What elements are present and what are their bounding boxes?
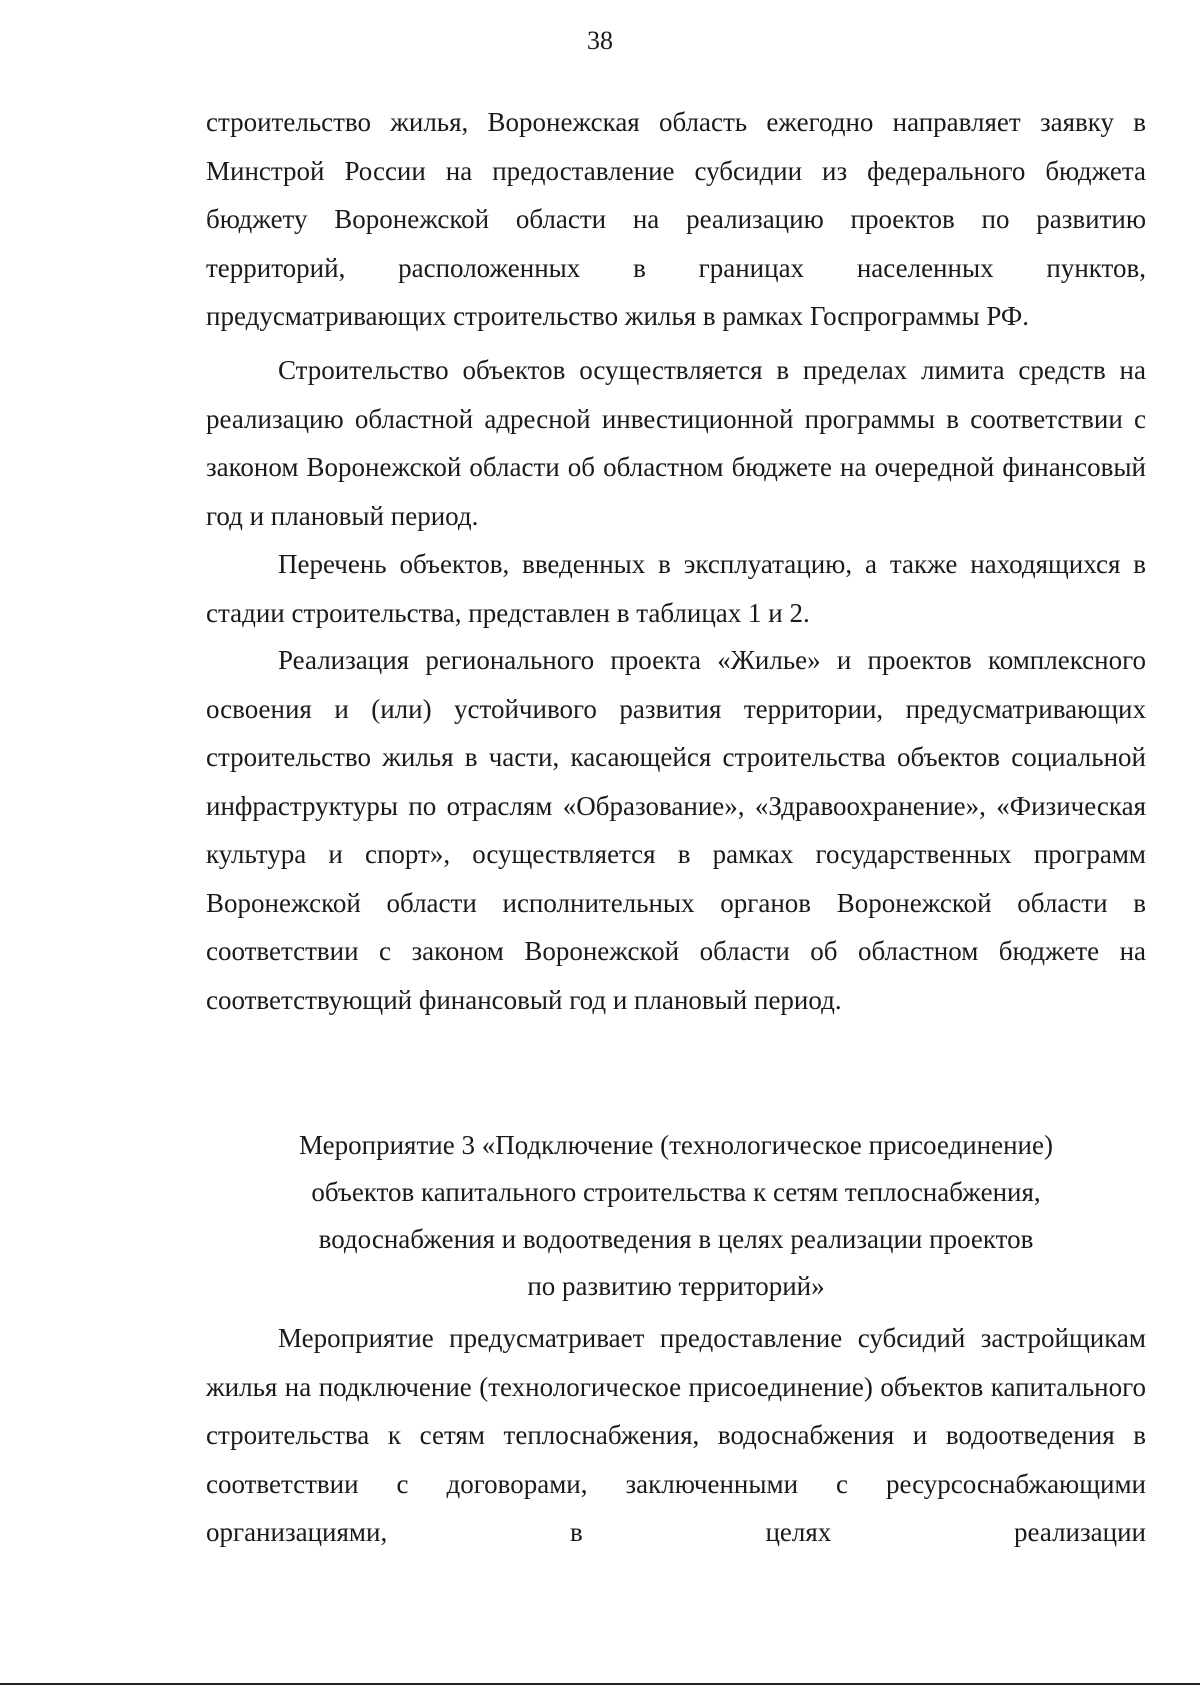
paragraph-text: Реализация регионального проекта «Жилье» и проектов комплексного освоения и (или) устойчивого развития территории, предусматривающих строительство жилья в части, касающейся строительства объектов социальной инфраструктуры по отраслям «Образование», «Здравоохранение», «Физическая культура и спорт», осуществляется в рамках государственных программ Воронежской области исполнительных органов Воронежской области в соответствии с законом Воронежской области об областном бюджете на соответствующий финансовый год и плановый период. xyxy=(206,645,1146,1015)
paragraph-text: Перечень объектов, введенных в эксплуатацию, а также находящихся в стадии строительства, представлен в таблицах 1 и 2. xyxy=(206,549,1146,628)
paragraph-measure-description xyxy=(206,1314,1146,1557)
paragraph-text: Мероприятие предусматривает предоставление субсидий застройщикам жилья на подключение (технологическое присоединение) объектов капитального строительства к сетям теплоснабжения, водоснабжения и водоотведения в соответствии с договорами, заключенными с ресурсоснабжающими организациями, в целях реализации xyxy=(206,1323,1146,1547)
paragraph-regional-project xyxy=(206,636,1146,1024)
paragraph-objects-list xyxy=(206,540,1146,637)
heading-line: водоснабжения и водоотведения в целях реализации проектов xyxy=(318,1224,1034,1254)
page-bottom-edge xyxy=(0,1683,1200,1685)
paragraph-continuation xyxy=(206,98,1146,341)
paragraph-construction-limit xyxy=(206,346,1146,540)
heading-line: Мероприятие 3 «Подключение (технологическое присоединение) xyxy=(299,1130,1053,1160)
paragraph-text: строительство жилья, Воронежская область ежегодно направляет заявку в Минстрой России на предоставление субсидии из федерального бюджета бюджету Воронежской области на реализацию проектов по развитию территорий, расположенных в границах населенных пунктов, предусматривающих строительство жилья в рамках Госпрограммы РФ. xyxy=(206,107,1146,331)
section-heading xyxy=(206,1122,1146,1310)
heading-line: по развитию территорий» xyxy=(527,1271,825,1301)
page-number: 38 xyxy=(587,26,613,55)
paragraph-text: Строительство объектов осуществляется в пределах лимита средств на реализацию областной адресной инвестиционной программы в соответствии с законом Воронежской области об областном бюджете на очередной финансовый год и плановый период. xyxy=(206,355,1146,531)
heading-line: объектов капитального строительства к сетям теплоснабжения, xyxy=(311,1177,1041,1207)
